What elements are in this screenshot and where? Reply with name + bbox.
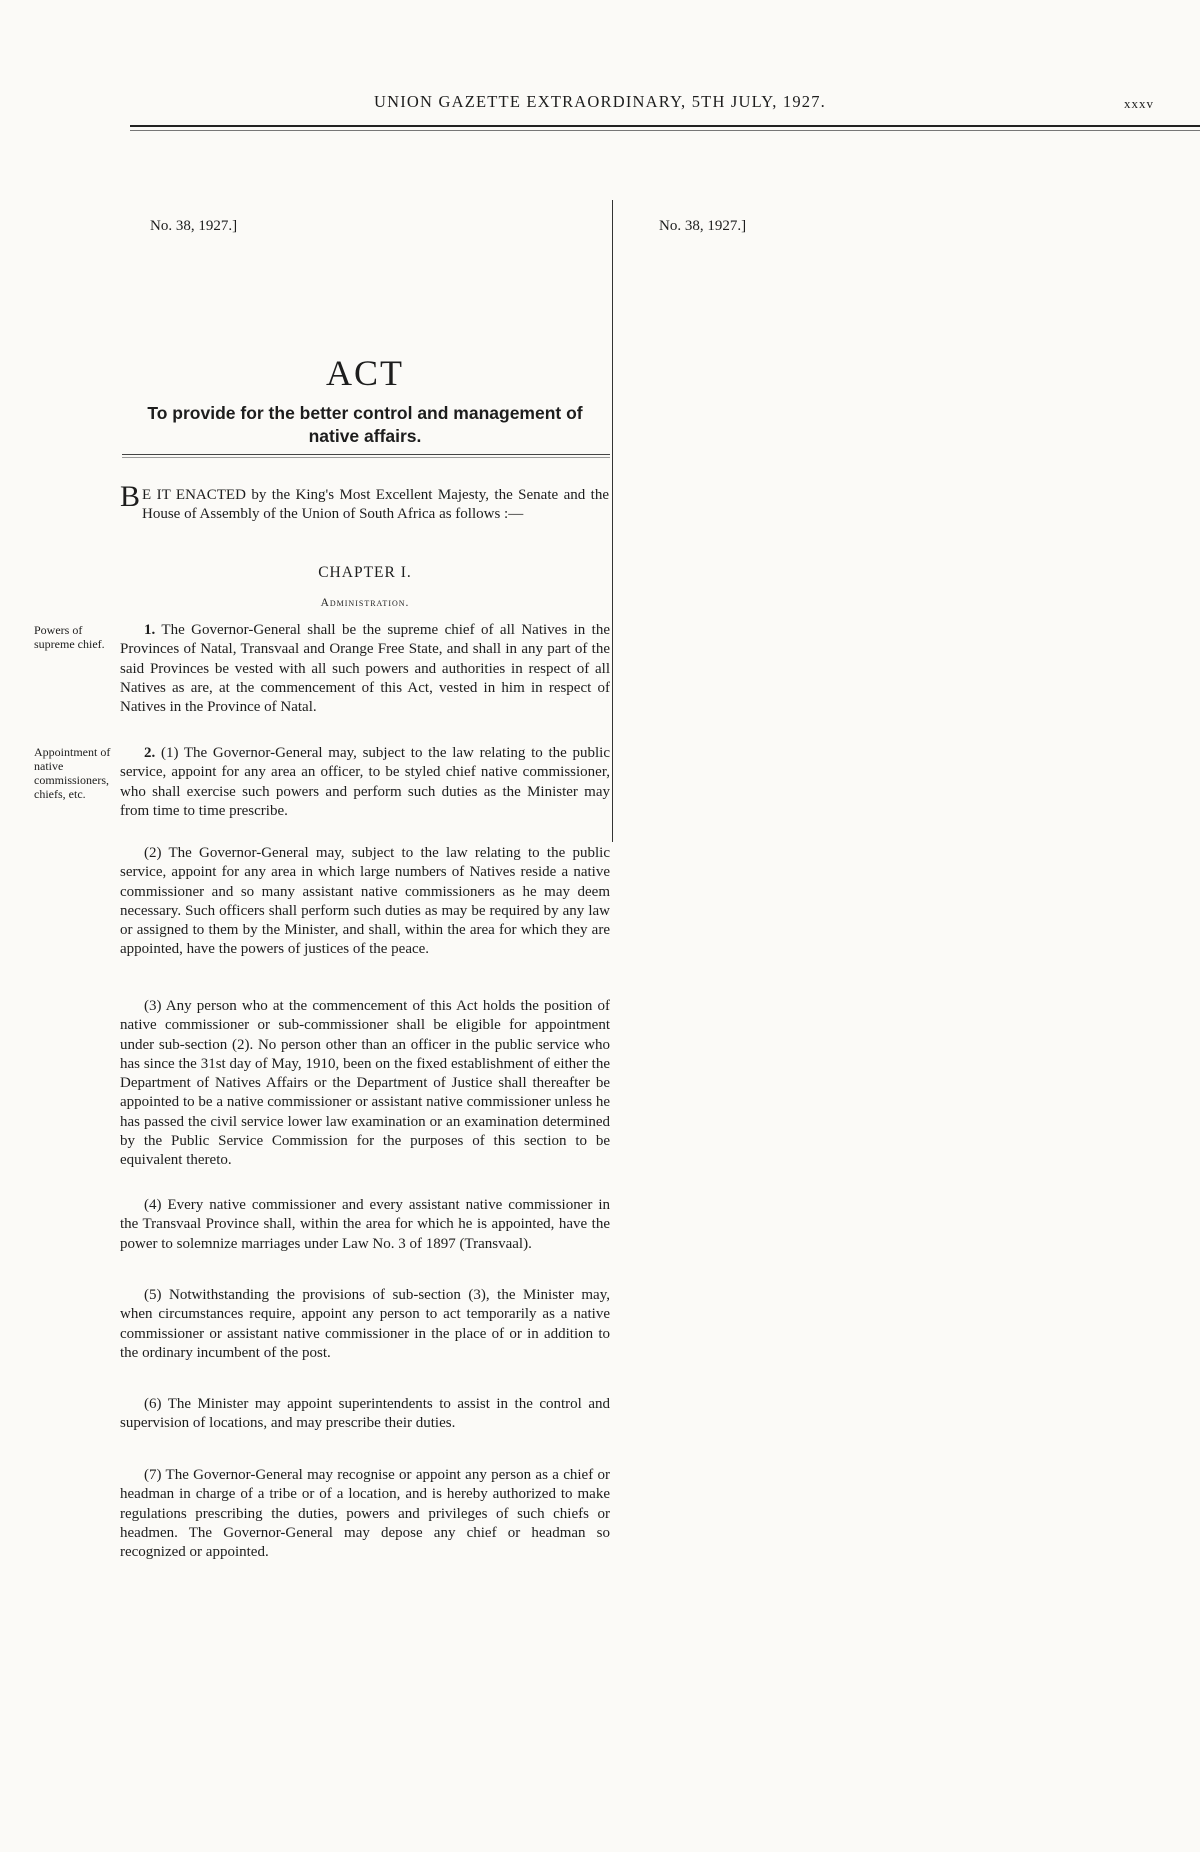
section-text: The Governor-General shall be the supreme chief of all Natives in the Provinces of Natal, Transvaal and Orange Free State, and shall in any part of the said Provinces be vested with all such powers and authorities in respect of all Natives as are, at the commencement of this Act, vested in him in respect of Natives in the Province of Natal. xyxy=(120,622,611,716)
subsection-2 xyxy=(120,844,610,960)
enacting-clause xyxy=(120,480,609,524)
subsection-4 xyxy=(120,1196,610,1254)
section-1 xyxy=(120,621,610,717)
title-rule xyxy=(122,454,610,455)
act-number-right: No. 38, 1927.] xyxy=(659,218,747,234)
drop-cap: B xyxy=(120,480,141,513)
header-rule xyxy=(130,125,1200,127)
section-text: (1) The Governor-General may, subject to the law relating to the public service, appoint for any area an officer, to be styled chief native commissioner, who shall exercise such powers and perform such duties as the Minister may from time to time prescribe. xyxy=(120,745,610,819)
act-number-left: No. 38, 1927.] xyxy=(150,218,238,234)
part-heading: Administration. xyxy=(320,597,410,609)
title-rule-thin xyxy=(122,457,610,458)
enacting-text: E IT ENACTED by the King's Most Excellent Majesty, the Senate and the House of Assembly of the Union of South Africa as follows :— xyxy=(142,487,609,522)
sidenote-powers: Powers of supreme chief. xyxy=(34,623,105,651)
subsection-text: (2) The Governor-General may, subject to the law relating to the public service, appoint for any area in which large numbers of Natives reside a native commissioner and so many assistant native commissioners as he may deem necessary. Such officers shall perform such duties as may be required by any law or assigned to them by the Minister, and shall, within the area for which they are appointed, have the powers of justices of the peace. xyxy=(120,845,610,958)
sidenote-appointment: Appointment of native commissioners, chiefs, etc. xyxy=(34,745,111,801)
subsection-text: (7) The Governor-General may recognise or appoint any person as a chief or headman in charge of a tribe or of a location, and is hereby authorized to make regulations prescribing the duties, powers and privileges of such chiefs or headmen. The Governor-General may depose any chief or headman so recognized or appointed. xyxy=(120,1467,610,1561)
subsection-3 xyxy=(120,997,610,1171)
subsection-text: (5) Notwithstanding the provisions of sub-section (3), the Minister may, when circumstances require, appoint any person to act temporarily as a native commissioner or assistant native commissioner in the place of or in addition to the ordinary incumbent of the post. xyxy=(120,1287,610,1361)
column-divider xyxy=(612,200,613,842)
section-number: 1. xyxy=(144,622,156,638)
subsection-text: (6) The Minister may appoint superintendents to assist in the control and supervision of locations, and may prescribe their duties. xyxy=(120,1396,610,1432)
section-number: 2. xyxy=(144,745,156,761)
subsection-text: (3) Any person who at the commencement of this Act holds the position of native commissioner or sub-commissioner shall be eligible for appointment under sub-section (2). No person other than an officer in the public service who has since the 31st day of May, 1910, been on the fixed establishment of either the Department of Natives Affairs or the Department of Justice shall thereafter be appointed to be a native commissioner or assistant native commissioner unless he has passed the civil service lower law examination or an examination determined by the Public Service Commission for the purposes of this section to be equivalent thereto. xyxy=(120,998,610,1169)
subsection-7 xyxy=(120,1466,610,1562)
page-number: xxxv xyxy=(1124,96,1154,111)
act-title: ACT xyxy=(326,353,404,393)
header-rule-thin xyxy=(130,130,1200,131)
subsection-6 xyxy=(120,1395,610,1434)
long-title: To provide for the better control and management of native affairs. xyxy=(147,403,583,446)
chapter-heading: CHAPTER I. xyxy=(318,564,412,581)
running-head: UNION GAZETTE EXTRAORDINARY, 5TH JULY, 1927. xyxy=(373,92,827,111)
section-2 xyxy=(120,744,610,821)
subsection-5 xyxy=(120,1286,610,1363)
subsection-text: (4) Every native commissioner and every assistant native commissioner in the Transvaal Province shall, within the area for which he is appointed, have the power to solemnize marriages under Law No. 3 of 1897 (Transvaal). xyxy=(120,1197,610,1252)
